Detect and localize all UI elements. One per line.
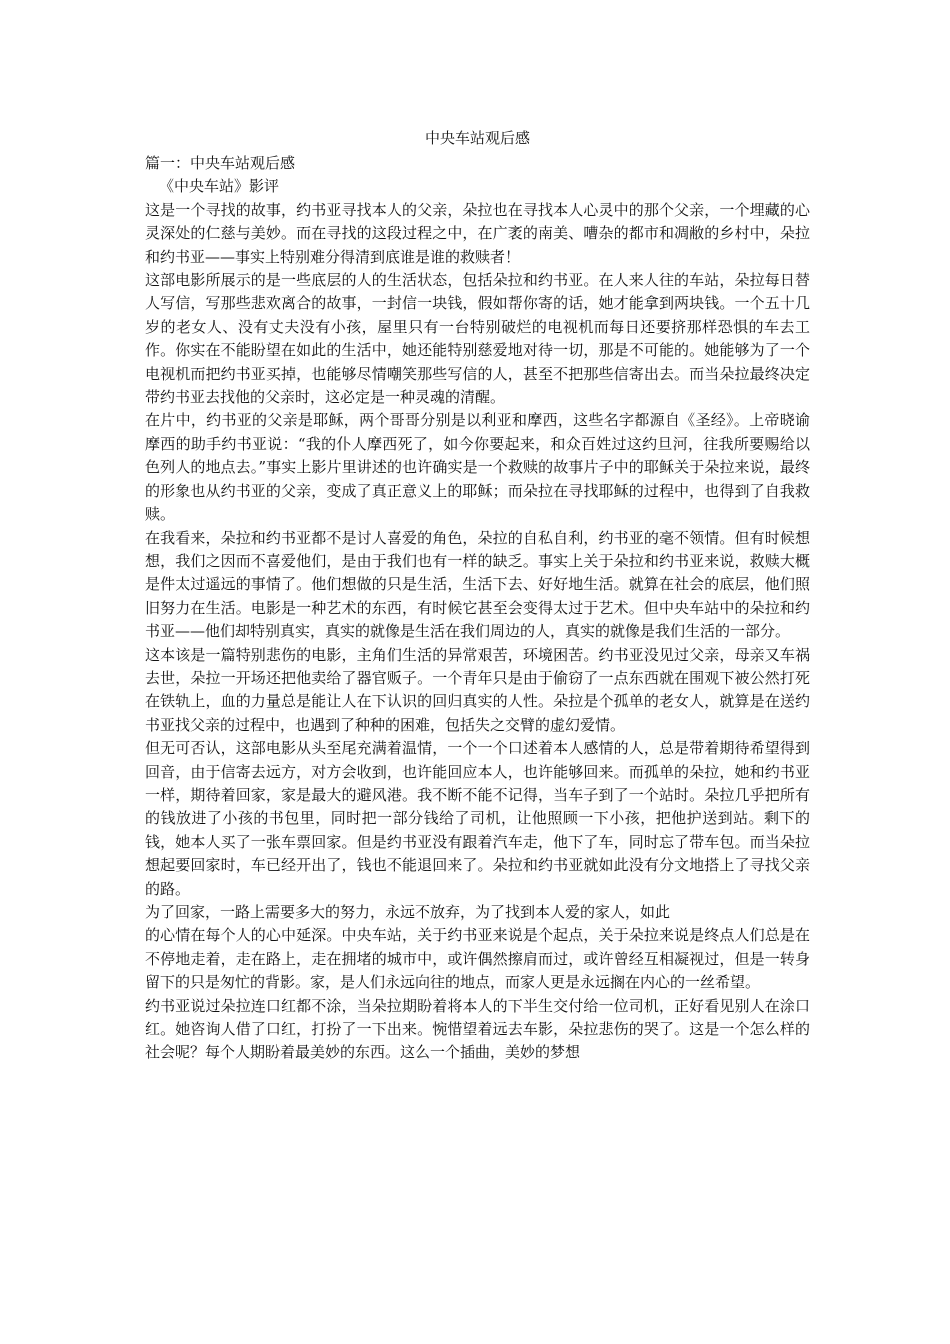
paragraph-6: 但无可否认，这部电影从头至尾充满着温情，一个一个口述着本人感情的人，总是带着期待希望得到回音，由于信寄去远方，对方会收到，也许能回应本人，也许能够回来。而孤单的朵拉，她和约书亚一样，期待着回家，家是最大的避风港。我不断不能不记得，当车子到了一个站时。朵拉几乎把所有的钱放进了小孩的书包里，同时把一部分钱给了司机，让他照顾一下小孩，把他护送到站。剩下的钱，她本人买了一张车票回家。但是约书亚没有跟着汽车走，他下了车，同时忘了带车包。而当朵拉想起要回家时，车已经开出了，钱也不能退回来了。朵拉和约书亚就如此没有分文地搭上了寻找父亲的路。: [145, 739, 810, 898]
paragraph-1: 这是一个寻找的故事，约书亚寻找本人的父亲，朵拉也在寻找本人心灵中的那个父亲，一个埋藏的心灵深处的仁慈与美妙。而在寻找的这段过程之中，在广袤的南美、嘈杂的都市和凋敝的乡村中，朵拉和约书亚——事实上特别难分得清到底谁是谁的救赎者！: [145, 200, 810, 266]
document-page: [145, 126, 810, 1065]
paragraph-7: 为了回家，一路上需要多大的努力，永远不放弃，为了找到本人爱的家人，如此: [145, 903, 671, 921]
section-heading: 篇一：中央车站观后感: [145, 154, 296, 172]
paragraph-3: 在片中，约书亚的父亲是耶稣，两个哥哥分别是以利亚和摩西，这些名字都源自《圣经》。上帝晓谕摩西的助手约书亚说：“我的仆人摩西死了，如今你要起来，和众百姓过这约旦河，往我所要赐给以色列人的地点去。”事实上影片里讲述的也许确实是一个救赎的故事片子中的耶稣关于朵拉来说，最终的形象也从约书亚的父亲，变成了真正意义上的耶稣；而朵拉在寻找耶稣的过程中，也得到了自我救赎。: [145, 411, 810, 524]
paragraph-5: 这本该是一篇特别悲伤的电影，主角们生活的异常艰苦，环境困苦。约书亚没见过父亲，母亲又车祸去世，朵拉一开场还把他卖给了器官贩子。一个青年只是由于偷窃了一点东西就在围观下被公然打死在铁轨上，血的力量总是能让人在下认识的回归真实的人性。朵拉是个孤单的老女人，就算是在送约书亚找父亲的过程中，也遇到了种种的困难，包括失之交臂的虚幻爱情。: [145, 645, 810, 734]
document-title: 中央车站观后感: [424, 129, 530, 147]
subheading: 《中央车站》影评: [159, 177, 280, 196]
paragraph-4: 在我看来，朵拉和约书亚都不是讨人喜爱的角色，朵拉的自私自利，约书亚的毫不领情。但有时候想想，我们之因而不喜爱他们，是由于我们也有一样的缺乏。事实上关于朵拉和约书亚来说，救赎大概是件太过遥远的事情了。他们想做的只是生活，生活下去、好好地生活。就算在社会的底层，他们照旧努力在生活。电影是一种艺术的东西，有时候它甚至会变得太过于艺术。但中央车站中的朵拉和约书亚——他们却特别真实，真实的就像是生活在我们周边的人，真实的就像是我们生活的一部分。: [145, 528, 810, 641]
paragraph-9: 约书亚说过朵拉连口红都不涂，当朵拉期盼着将本人的下半生交付给一位司机，正好看见别人在涂口红。她咨询人借了口红，打扮了一下出来。惋惜望着远去车影，朵拉悲伤的哭了。这是一个怎么样的社会呢？每个人期盼着最美妙的东西。这么一个插曲，美妙的梦想: [145, 996, 810, 1062]
paragraph-2: 这部电影所展示的是一些底层的人的生活状态，包括朵拉和约书亚。在人来人往的车站，朵拉每日替人写信，写那些悲欢离合的故事，一封信一块钱，假如帮你寄的话，她才能拿到两块钱。一个五十几岁的老女人、没有丈夫没有小孩，屋里只有一台特别破烂的电视机而每日还要挤那样恐惧的车去工作。你实在不能盼望在如此的生活中，她还能特别慈爱地对待一切，那是不可能的。她能够为了一个电视机而把约书亚买掉，也能够尽情嘲笑那些写信的人，甚至不把那些信寄出去。而当朵拉最终决定带约书亚去找他的父亲时，这必定是一种灵魂的清醒。: [145, 271, 810, 407]
paragraph-8: 的心情在每个人的心中延深。中央车站，关于约书亚来说是个起点，关于朵拉来说是终点人们总是在不停地走着，走在路上，走在拥堵的城市中，或许偶然擦肩而过，或许曾经互相凝视过，但是一转身留下的只是匆忙的背影。家，是人们永远向往的地点，而家人更是永远搁在内心的一丝希望。: [145, 926, 810, 992]
